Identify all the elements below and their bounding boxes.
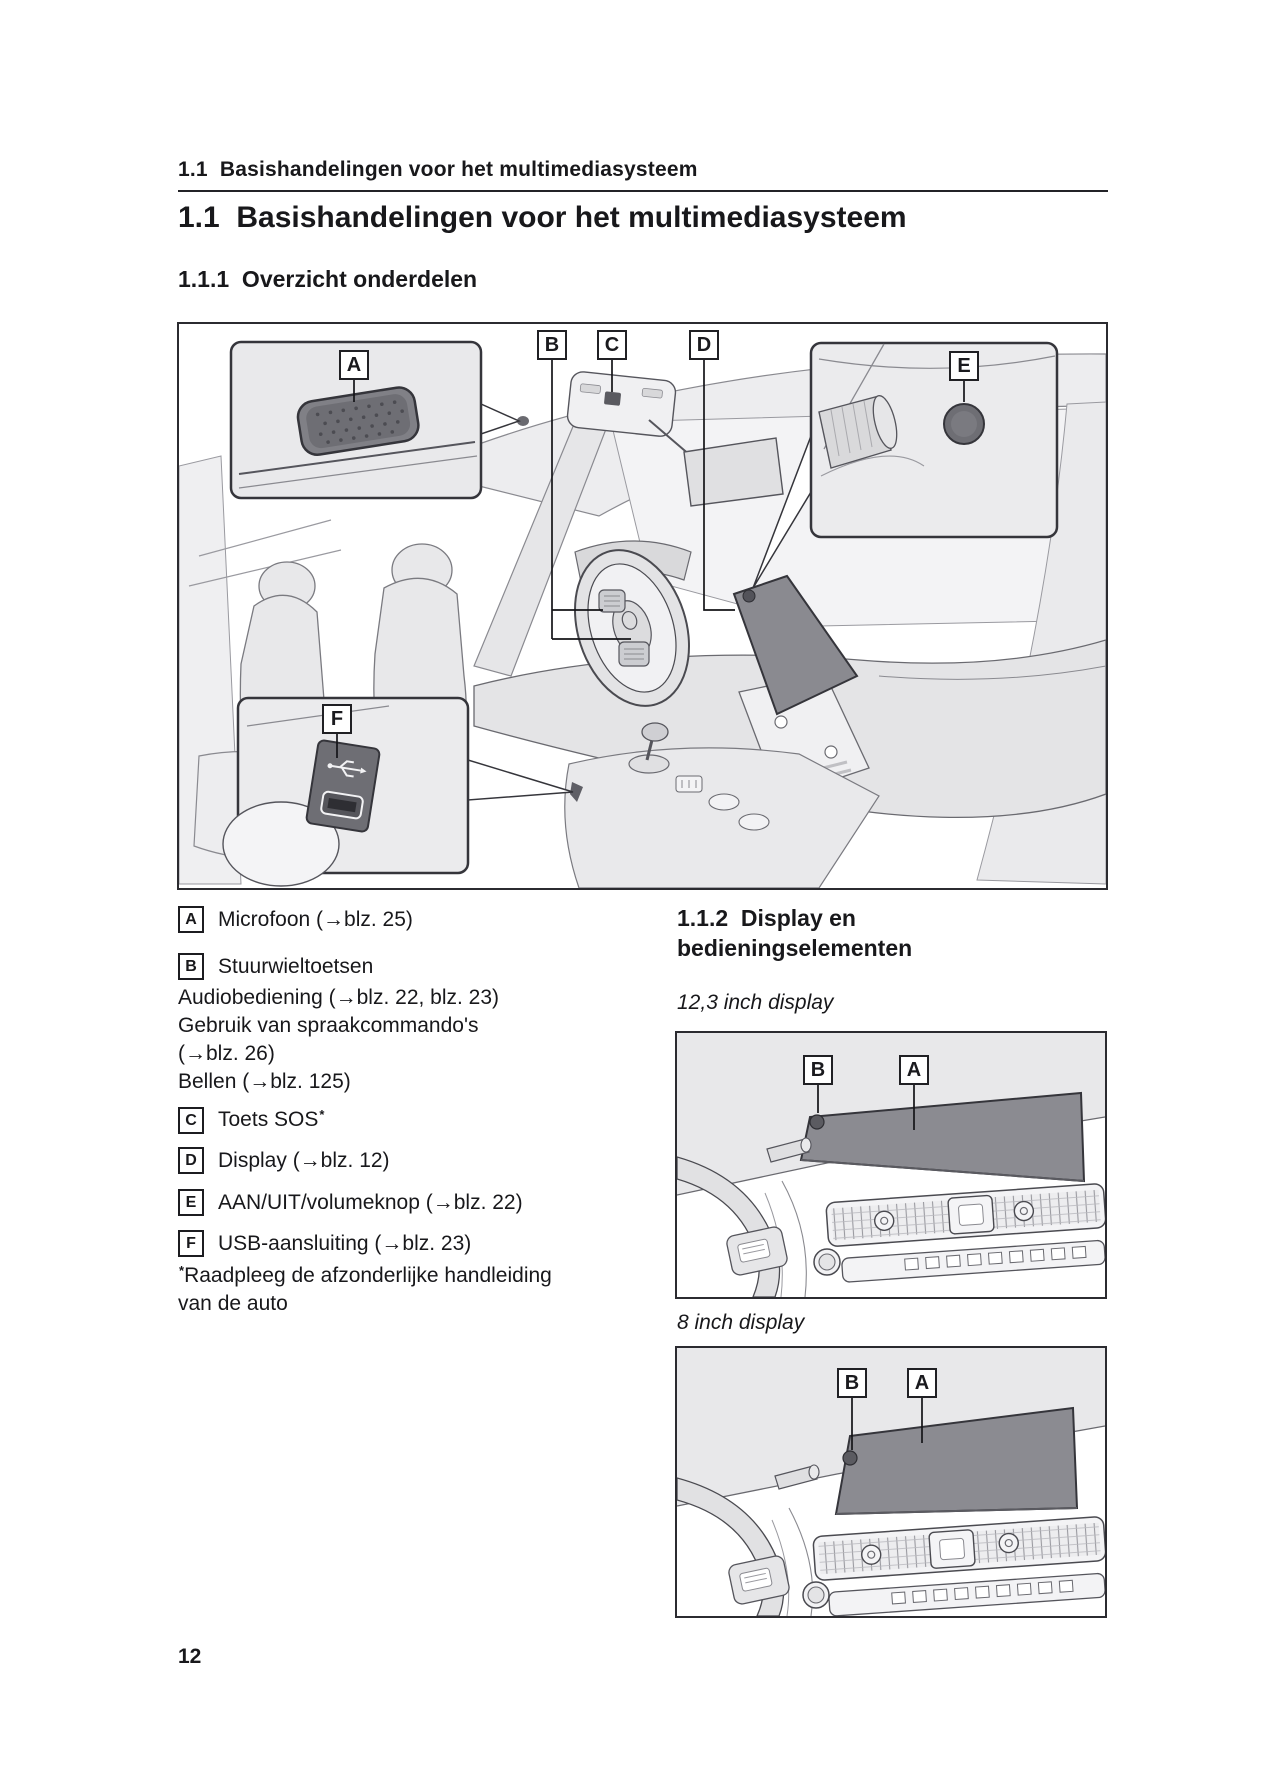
- figure-overview: [177, 322, 1108, 890]
- part-b-line4: (→blz. 26): [178, 1042, 275, 1065]
- part-b-line3: Gebruik van spraakcommando's: [178, 1014, 479, 1037]
- part-text-b: Stuurwieltoetsen: [218, 955, 374, 978]
- part-text-a: Microfoon (→blz. 25): [218, 908, 413, 931]
- page-title: 1.1 Basishandelingen voor het multimediasysteem: [178, 201, 907, 234]
- part-letter-e: E: [178, 1189, 204, 1216]
- volume-knob: [814, 1249, 840, 1275]
- figure-12-inch-display: [675, 1031, 1107, 1299]
- caption-12-inch: 12,3 inch display: [677, 991, 834, 1014]
- footnote-line1: *Raadpleeg de afzonderlijke handleiding: [179, 1263, 552, 1287]
- section-heading-display-line2: bedieningselementen: [677, 935, 913, 961]
- part-b-line2: Audiobediening (→blz. 22, blz. 23): [178, 986, 500, 1009]
- footnote-line2: van de auto: [178, 1292, 288, 1315]
- callout-e: E: [949, 351, 979, 381]
- callout-d: D: [689, 330, 719, 360]
- dashboard-8-inch-illustration: [677, 1348, 1105, 1616]
- page-number: 12: [178, 1645, 202, 1668]
- sos-button: [604, 391, 621, 406]
- part-text-d: Display (→blz. 12): [218, 1149, 390, 1172]
- header-rule: [178, 190, 1108, 192]
- caption-8-inch: 8 inch display: [677, 1311, 805, 1334]
- part-b-line5: Bellen (→blz. 125): [178, 1070, 351, 1093]
- callout-f: F: [322, 704, 352, 734]
- callout-8-b: B: [837, 1368, 867, 1398]
- callout-12-b: B: [803, 1055, 833, 1085]
- section-heading-display-line1: 1.1.2 Display en: [677, 905, 856, 931]
- dashboard-12-inch-illustration: [677, 1033, 1105, 1297]
- callout-c: C: [597, 330, 627, 360]
- part-row-b: [178, 953, 373, 980]
- part-row-e: [178, 1189, 523, 1216]
- callout-b: B: [537, 330, 567, 360]
- part-row-c: [178, 1106, 324, 1135]
- part-row-d: [178, 1147, 390, 1174]
- part-text-f: USB-aansluiting (→blz. 23): [218, 1232, 472, 1255]
- display-sensor-dot: [810, 1115, 824, 1129]
- callout-8-a: A: [907, 1368, 937, 1398]
- part-letter-f: F: [178, 1230, 204, 1257]
- part-letter-b: B: [178, 953, 204, 980]
- callout-a: A: [339, 350, 369, 380]
- running-header: 1.1 Basishandelingen voor het multimediasysteem: [178, 158, 698, 181]
- volume-knob: [803, 1582, 829, 1608]
- part-row-f: [178, 1230, 471, 1257]
- part-letter-a: A: [178, 906, 204, 933]
- display-sensor-dot: [843, 1451, 857, 1465]
- part-letter-d: D: [178, 1147, 204, 1174]
- section-heading-overview: 1.1.1 Overzicht onderdelen: [178, 266, 478, 292]
- part-row-a: [178, 906, 413, 933]
- part-text-c: Toets SOS*: [218, 1107, 325, 1131]
- callout-12-a: A: [899, 1055, 929, 1085]
- part-text-e: AAN/UIT/volumeknop (→blz. 22): [218, 1191, 523, 1214]
- figure-8-inch-display: [675, 1346, 1107, 1618]
- footnote-marker: *: [319, 1107, 325, 1122]
- power-volume-knob-inset: [811, 343, 1057, 537]
- part-letter-c: C: [178, 1107, 204, 1134]
- car-interior-illustration: [179, 324, 1106, 888]
- overhead-console: [566, 371, 676, 438]
- section-heading-display: [677, 903, 1113, 963]
